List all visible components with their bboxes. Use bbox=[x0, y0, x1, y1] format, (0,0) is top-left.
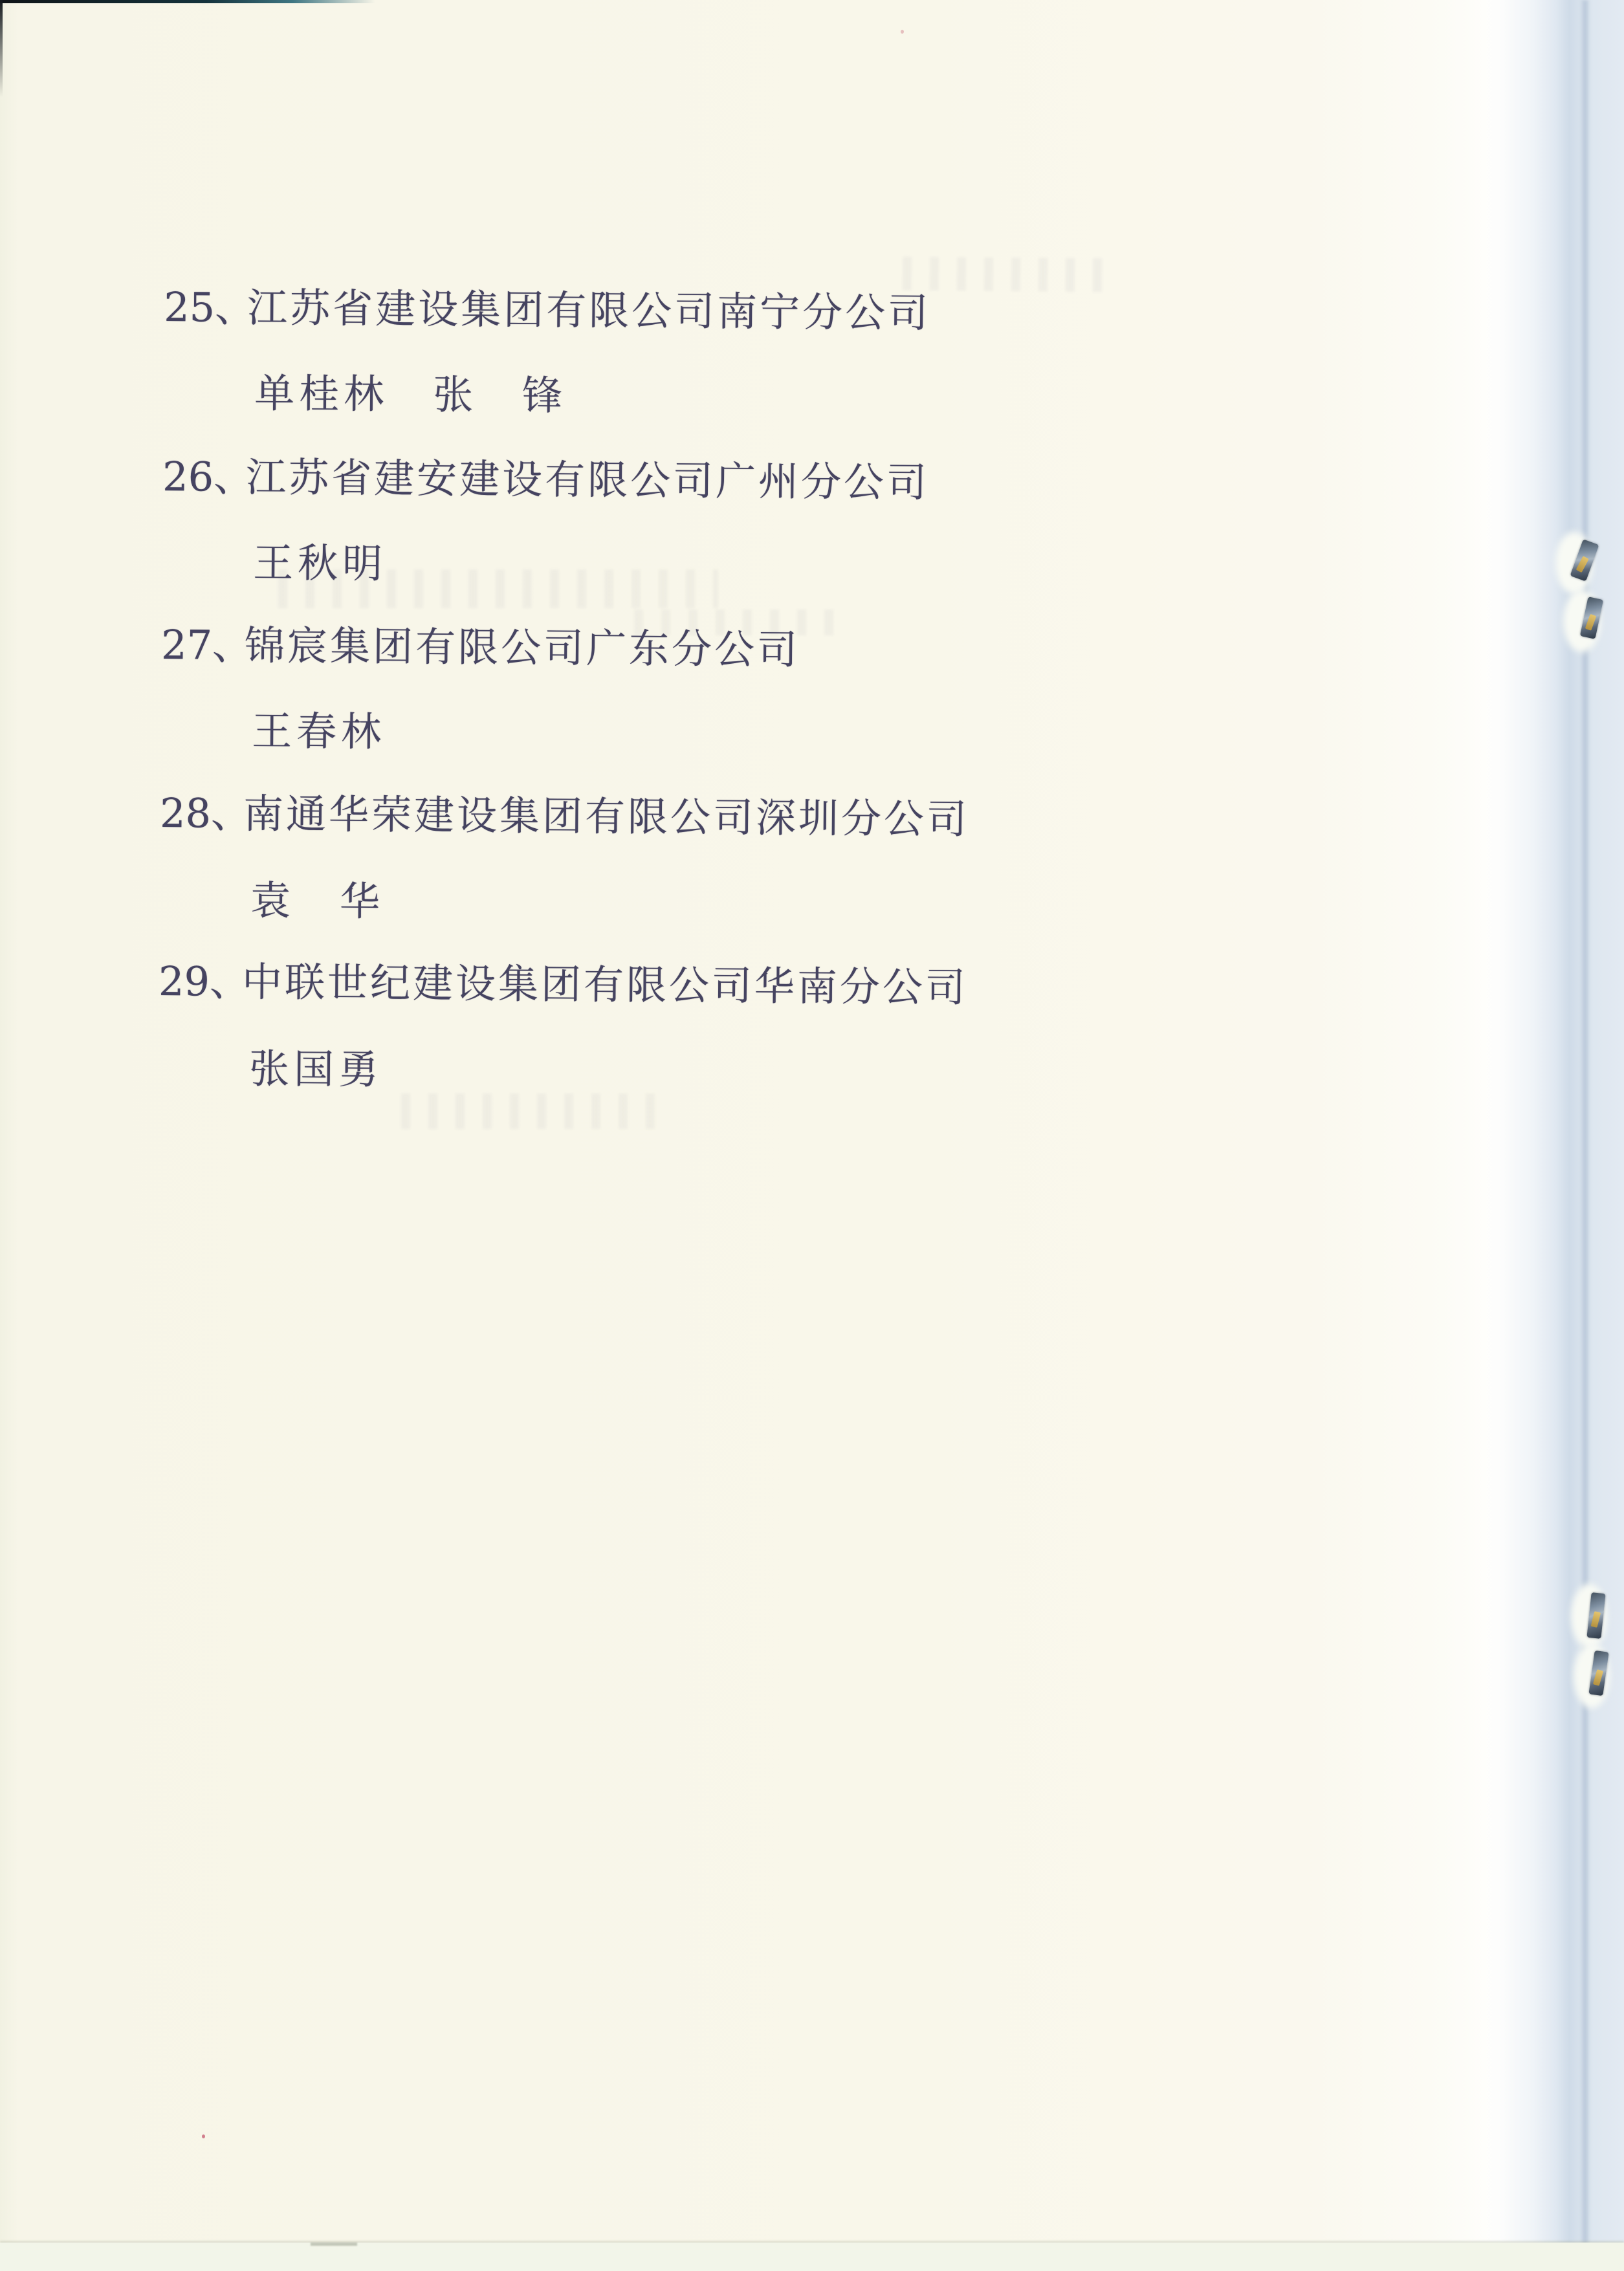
company-name: 江苏省建设集团有限公司南宁分公司 bbox=[247, 284, 931, 337]
company-name: 南通华荣建设集团有限公司深圳分公司 bbox=[243, 789, 970, 843]
dust-speck bbox=[901, 30, 904, 34]
person-names: 王秋明 bbox=[252, 539, 388, 587]
item-number: 28、 bbox=[159, 789, 252, 838]
company-name: 江苏省建安建设有限公司广州分公司 bbox=[245, 454, 930, 507]
item-number: 25、 bbox=[163, 283, 256, 332]
list-item bbox=[162, 452, 930, 507]
person-names: 王春林 bbox=[251, 707, 386, 756]
list-item bbox=[160, 620, 800, 674]
item-number: 27、 bbox=[160, 620, 253, 670]
page-bottom-edge bbox=[0, 2243, 1624, 2271]
company-name: 锦宸集团有限公司广东分公司 bbox=[244, 622, 800, 674]
item-number: 29、 bbox=[158, 957, 250, 1006]
list-item bbox=[159, 789, 970, 843]
person-names: 单桂林 张 锋 bbox=[254, 369, 567, 419]
list-item bbox=[158, 957, 969, 1011]
company-name: 中联世纪建设集团有限公司华南分公司 bbox=[241, 958, 969, 1011]
person-names: 张国勇 bbox=[248, 1045, 384, 1093]
person-names: 袁 华 bbox=[250, 877, 385, 925]
list-item bbox=[163, 283, 931, 337]
item-number: 26、 bbox=[162, 452, 254, 501]
dust-speck bbox=[202, 2134, 205, 2138]
scan-smudge bbox=[311, 2243, 357, 2246]
